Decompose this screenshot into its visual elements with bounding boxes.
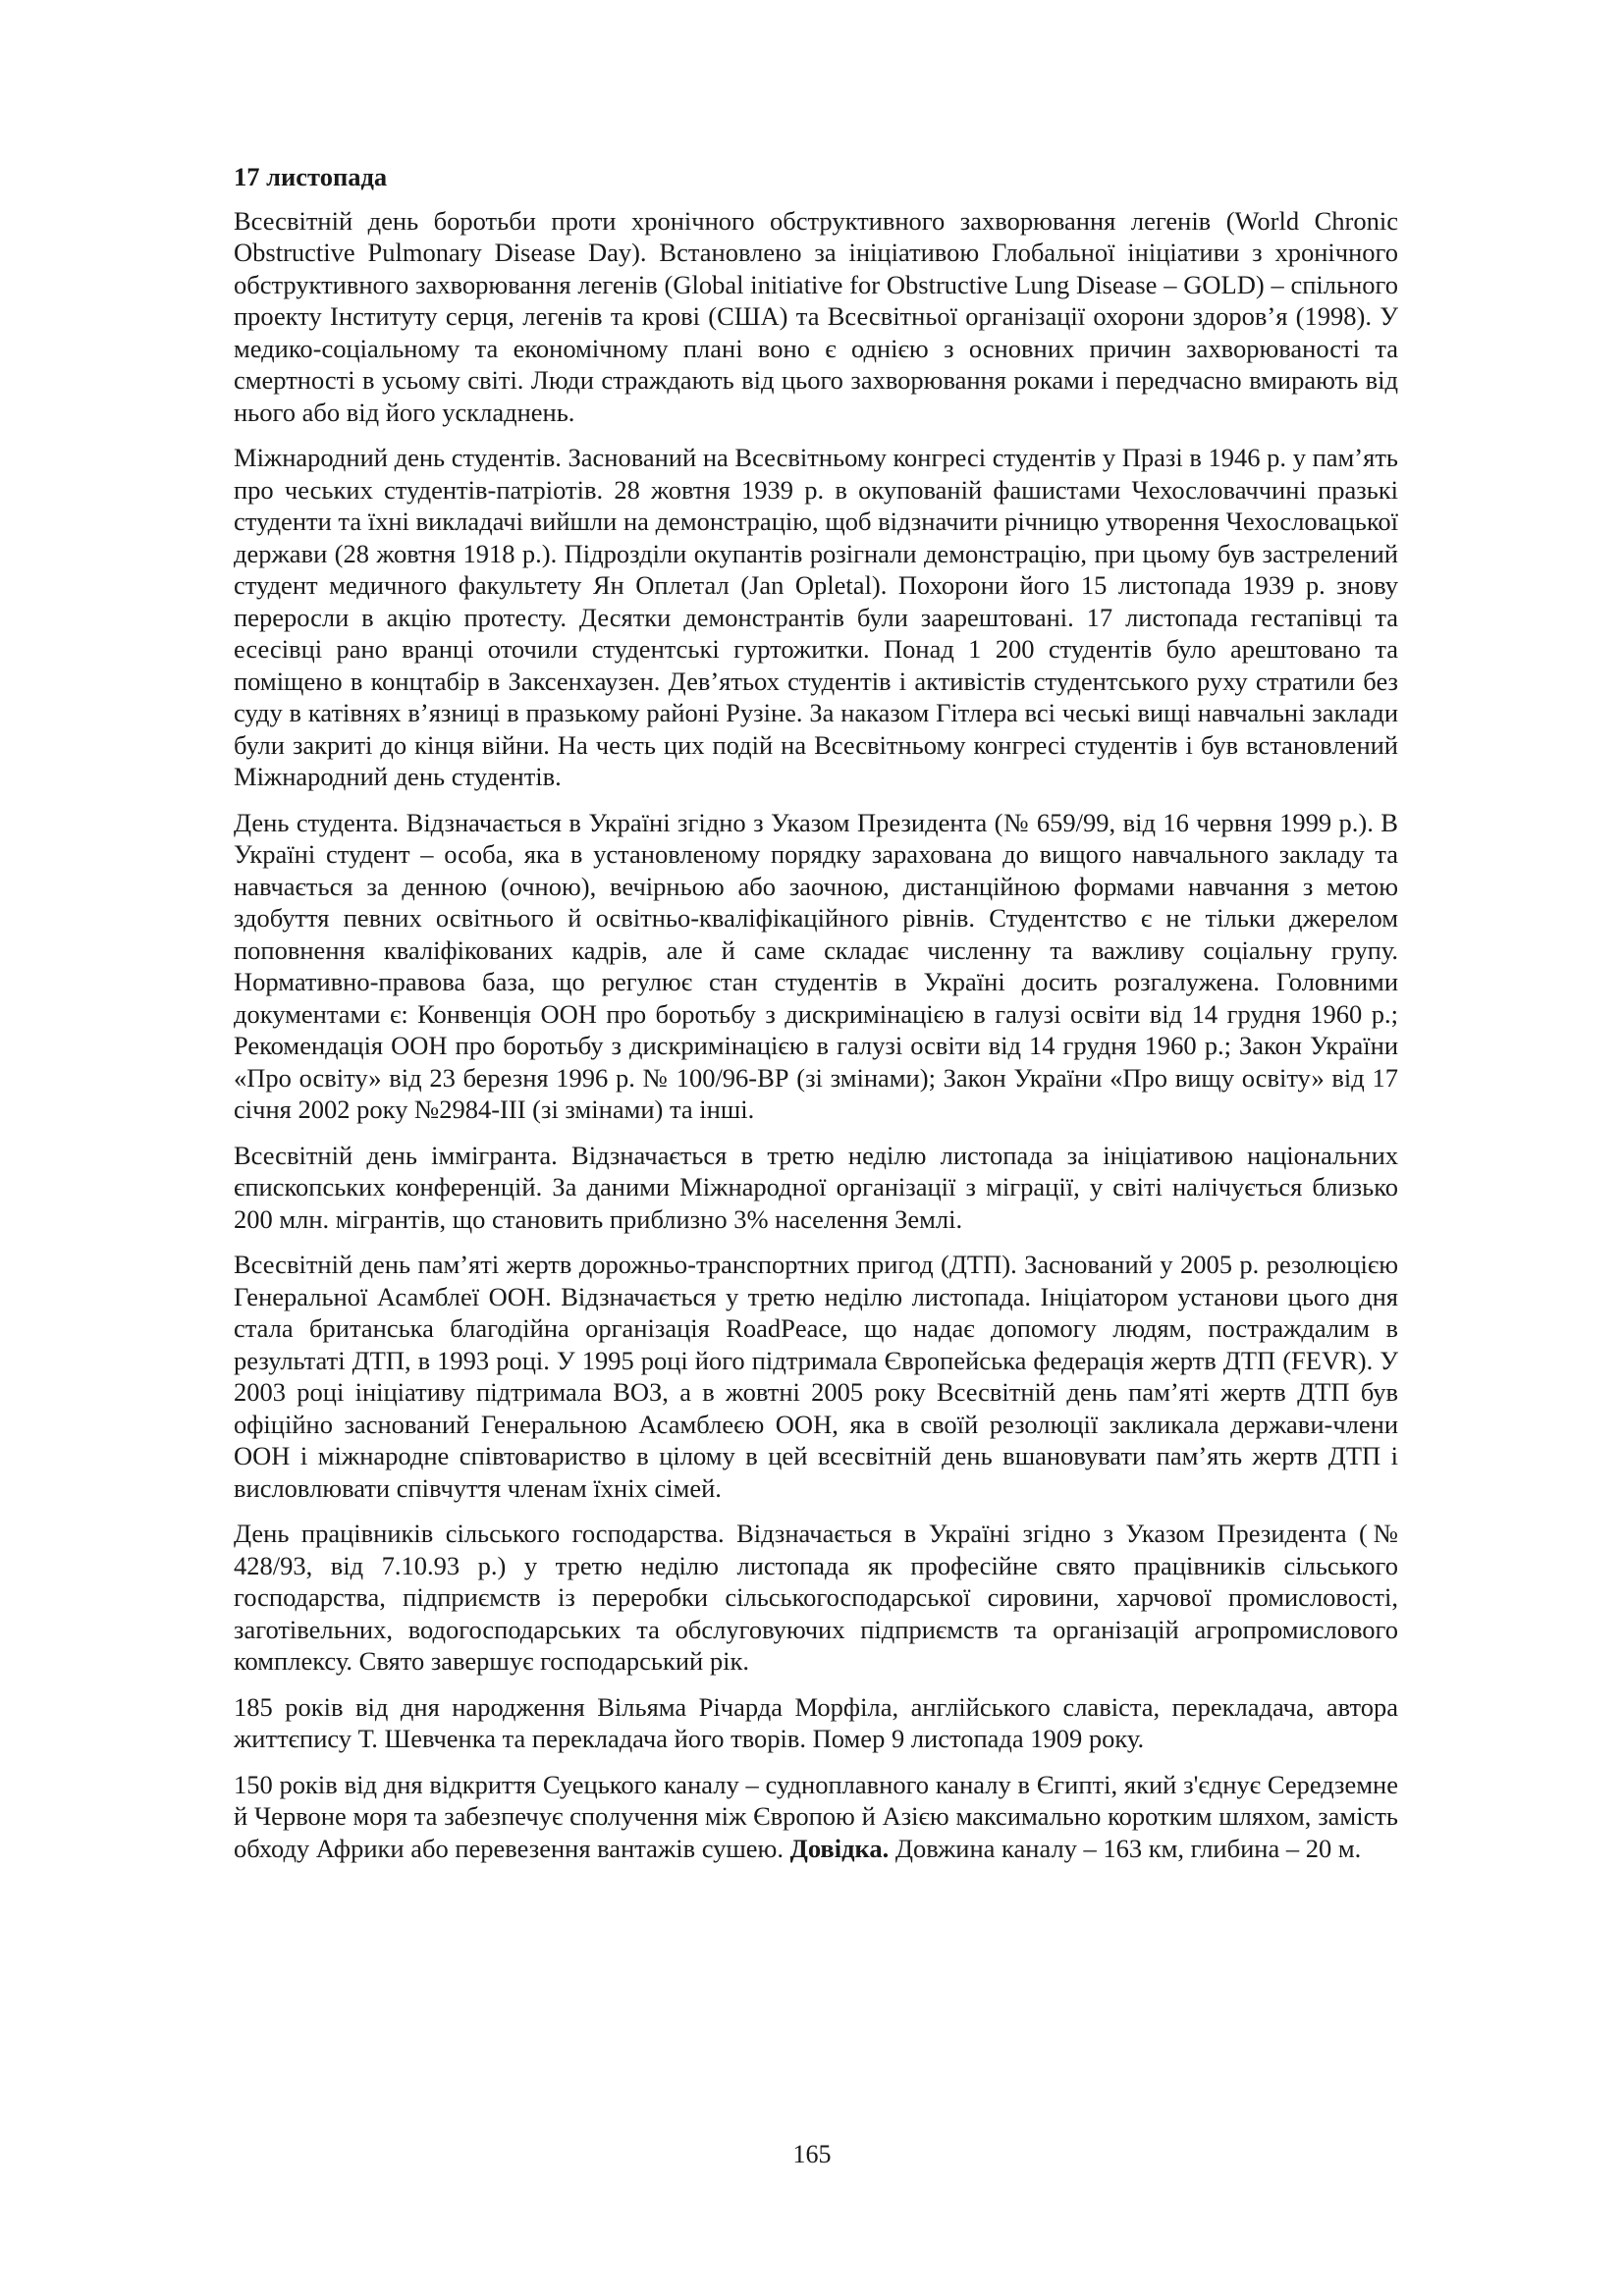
paragraph-international-students-day: Міжнародний день студентів. Заснований на Всесвітньому конгресі студентів у Празі в 1946 р. у пам’ять про чеських студентів-патріотів. 28 жовтня 1939 р. в окупованій фашистами Чехословаччині празькі студенти та їхні викладачі вийшли на демонстрацію, щоб відзначити річницю утворення Чехословацької держави (28 жовтня 1918 р.). Підрозділи окупантів розігнали демонстрацію, при цьому був застрелений студент медичного факультету Ян Оплетал (Jan Opletal). Похорони його 15 листопада 1939 р. знову переросли в акцію протесту. Десятки демонстрантів були заарештовані. 17 листопада гестапівці та есесівці рано вранці оточили студентські гуртожитки. Понад 1 200 студентів було арештовано та поміщено в концтабір в Заксенхаузен. Дев’ятьох студентів і активістів студентського руху стратили без суду в катівнях в’язниці в празькому районі Рузіне. За наказом Гітлера всі чеські вищі навчальні заклади були закриті до кінця війни. На честь цих подій на Всесвітньому конгресі студентів і був встановлений Міжнародний день студентів. <box>234 443 1398 791</box>
document-page <box>234 147 1398 1878</box>
paragraph-morfill-anniversary: 185 років від дня народження Вільяма Річарда Морфіла, англійського славіста, перекладача, автора життєпису Т. Шевченка та перекладача його творів. Помер 9 листопада 1909 року. <box>234 1691 1398 1753</box>
paragraph-student-day: День студента. Відзначається в Україні згідно з Указом Президента (№ 659/99, від 16 червня 1999 р.). В Україні студент – особа, яка в установленому порядку зарахована до вищого навчального закладу та навчається за денною (очною), вечірньою або заочною, дистанційною формами навчання з метою здобуття певних освітнього й освітньо-кваліфікаційного рівнів. Студентство є не тільки джерелом поповнення кваліфікованих кадрів, але й саме складає численну та важливу соціальну групу. Нормативно-правова база, що регулює стан студентів в Україні досить розгалужена. Головними документами є: Конвенція ООН про боротьбу з дискримінацією в галузі освіти від 14 грудня 1960 р.; Рекомендація ООН про боротьбу з дискримінацією в галузі освіти від 14 грудня 1960 р.; Закон України «Про освіту» від 23 березня 1996 р. № 100/96-ВР (зі змінами); Закон України «Про вищу освіту» від 17 січня 2002 року №2984-ІІІ (зі змінами) та інші. <box>234 807 1398 1124</box>
paragraph-immigrant-day: Всесвітній день іммігранта. Відзначається в третю неділю листопада за ініціативою національних єпископських конференцій. За даними Міжнародної організації з міграції, у світі налічується близько 200 млн. мігрантів, що становить приблизно 3% населення Землі. <box>234 1140 1398 1234</box>
paragraph-agriculture-day: День працівників сільського господарства. Відзначається в Україні згідно з Указом Президента (№ 428/93, від 7.10.93 р.) у третю неділю листопада як професійне свято працівників сільського господарства, підприємств із переробки сільськогосподарської сировини, харчової промисловості, заготівельних, водогосподарських та обслуговуючих підприємств та організацій агропромислового комплексу. Свято завершує господарський рік. <box>234 1519 1398 1676</box>
date-heading: 17 листопада <box>234 162 388 191</box>
paragraph-suez-canal <box>234 1769 1398 1865</box>
reference-text: Довжина каналу – 163 км, глибина – 20 м. <box>894 1833 1362 1863</box>
suez-canal-text: 150 років від дня відкриття Суецького каналу – судноплавного каналу в Єгипті, який з'єднує Середземне й Червоне моря та забезпечує сполучення між Європою й Азією максимально коротким шляхом, замість обходу Африки або перевезення вантажів сушею. <box>234 1769 1398 1863</box>
reference-label: Довідка. <box>789 1833 890 1863</box>
page-number: 165 <box>792 2140 832 2168</box>
paragraph-road-victims-day: Всесвітній день пам’яті жертв дорожньо-транспортних пригод (ДТП). Заснований у 2005 р. резолюцією Генеральної Асамблеї ООН. Відзначається у третю неділю листопада. Ініціатором установи цього дня стала британська благодійна організація RoadPeace, що надає допомогу людям, постраждалим в результаті ДТП, в 1993 році. У 1995 році його підтримала Європейська федерація жертв ДТП (FEVR). У 2003 році ініціативу підтримала ВОЗ, а в жовтні 2005 року Всесвітній день пам’яті жертв ДТП був офіційно заснований Генеральною Асамблеєю ООН, яка в своїй резолюції закликала держави-члени ООН і міжнародне співтовариство в цілому в цей всесвітній день вшановувати пам’ять жертв ДТП і висловлювати співчуття членам їхніх сімей. <box>234 1250 1398 1503</box>
paragraph-copd-day: Всесвітній день боротьби проти хронічного обструктивного захворювання легенів (World Chronic Obstructive Pulmonary Disease Day). Встановлено за ініціативою Глобальної ініціативи з хронічного обструктивного захворювання легенів (Global initiative for Obstructive Lung Disease – GOLD) – спільного проекту Інституту серця, легенів та крові (США) та Всесвітньої організації охорони здоров’я (1998). У медико-соціальному та економічному плані воно є однією з основних причин захворюваності та смертності в усьому світі. Люди страждають від цього захворювання роками і передчасно вмирають від нього або від його ускладнень. <box>234 205 1398 427</box>
